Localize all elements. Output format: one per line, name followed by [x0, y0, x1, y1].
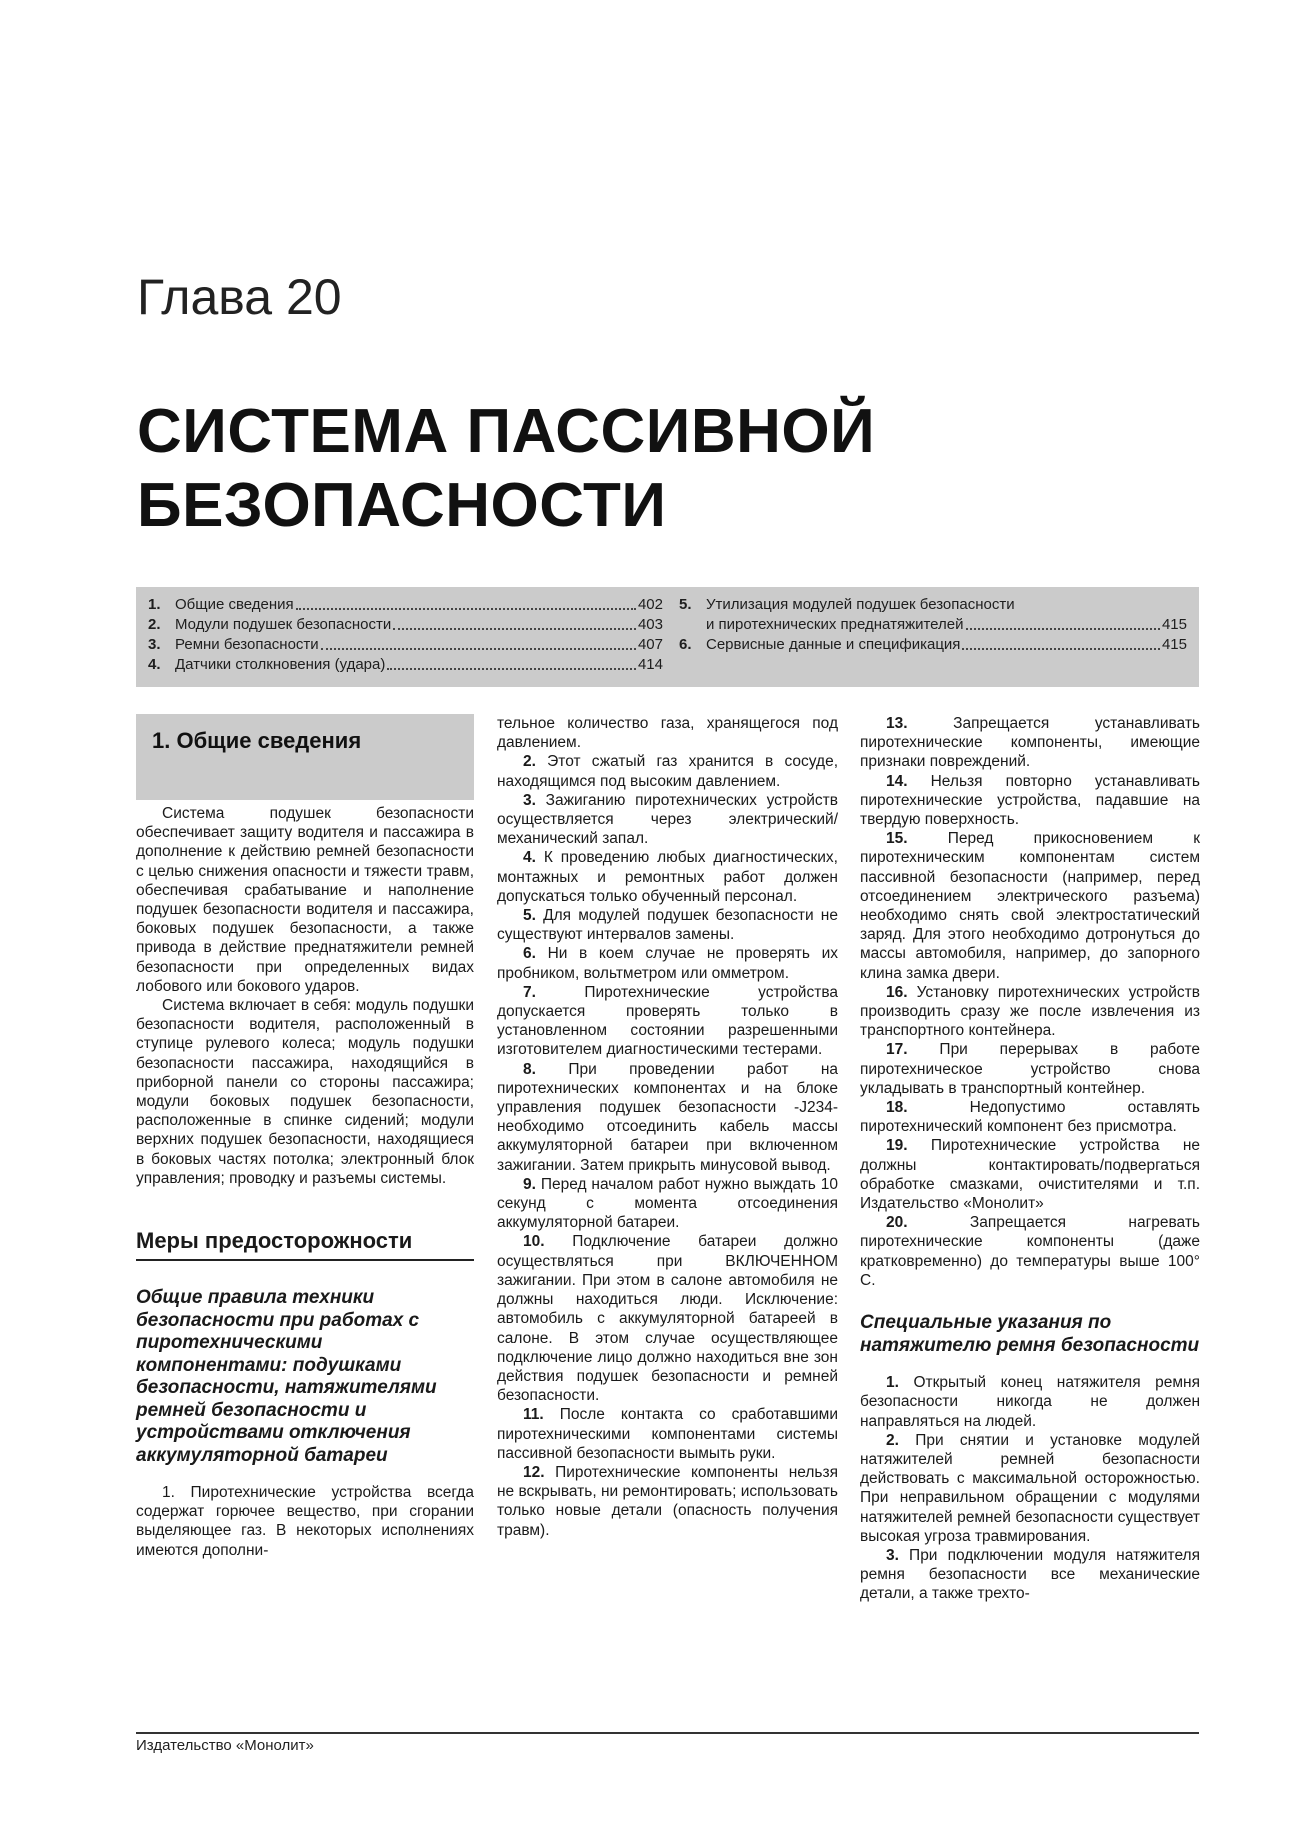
- list-item-text: При снятии и установке модулей натяжителей ремней безопасности действовать с максимальной осторожностью. При неправильном обращении с модулями натяжителей ремней безопасности существует высокая угроза травмирования.: [860, 1431, 1200, 1545]
- list-item: [860, 1431, 1200, 1546]
- list-item-number: 4.: [523, 849, 536, 867]
- paragraph: Система подушек безопасности обеспечивает защиту водителя и пассажира в дополнение к действию ремней безопасности с целью снижения опасности и тяжести травм, обеспечивая срабатывание и наполнение подушек безопасности водителя и пассажира, боковых подушек безопасности, а также привода в действие преднатяжители ремней безопасности при определенных видах лобового или бокового ударов.: [136, 805, 474, 995]
- precautions-heading: Меры предосторожности: [136, 1228, 474, 1261]
- toc-leader-dots: [387, 668, 636, 670]
- paragraph: Система включает в себя: модуль подушки безопасности водителя, расположенный в ступице рулевого колеса; модуль подушки безопасности пассажира, находящийся в приборной панели со стороны пассажира; модули боковых подушек безопасности, расположенные в спинке сидений; модули верхних подушек безопасности, находящиеся в боковых частях потолка; электронный блок управления; проводку и разъемы системы.: [136, 997, 474, 1187]
- toc-entry[interactable]: [148, 635, 663, 655]
- toc-entry-page: 403: [637, 616, 663, 633]
- list-item-text: Запрещается нагревать пиротехнические компоненты (даже кратковременно) до температуры выше 100° С.: [860, 1214, 1200, 1289]
- toc-entry[interactable]: [679, 595, 1187, 635]
- toc-entry[interactable]: [148, 615, 663, 635]
- toc-leader-dots: [296, 608, 636, 610]
- toc-left-column: [148, 595, 663, 675]
- column-1: [136, 804, 474, 1560]
- list-item: [497, 714, 838, 752]
- toc-entry-page: 402: [637, 596, 663, 613]
- toc-entry-title: Датчики столкновения (удара): [175, 656, 386, 673]
- toc-right-column: [679, 595, 1187, 655]
- list-item-text: Пиротехнические устройства допускается проверять только в установленном состоянии разрешенными изготовителем диагностическими тестерами.: [497, 983, 838, 1059]
- footer-publisher: Издательство «Монолит»: [136, 1737, 314, 1754]
- toc-entry[interactable]: [148, 655, 663, 675]
- list-item-number: 18.: [886, 1099, 908, 1117]
- list-item-number: 7.: [523, 983, 536, 1001]
- list-item-text: Открытый конец натяжителя ремня безопасности никогда не должен направляться на людей.: [860, 1374, 1201, 1430]
- list-item-text: Пиротехнические компоненты нельзя не вскрывать, ни ремонтировать; использовать только новые детали (опасность получения травм).: [497, 1463, 838, 1539]
- list-item-number: 3.: [523, 791, 536, 809]
- toc-leader-dots: [962, 648, 1160, 650]
- chapter-title: [137, 395, 1197, 543]
- list-item-text: Установку пиротехнических устройств производить сразу же после извлечения из транспортного контейнера.: [860, 983, 1200, 1040]
- list-item: [497, 1463, 838, 1540]
- list-item-number: 19.: [886, 1137, 908, 1155]
- list-item: [497, 791, 838, 849]
- list-item-text: Перед началом работ нужно выждать 10 секунд с момента отсоединения аккумуляторной батареи.: [497, 1175, 838, 1232]
- list-item-text: Пиротехнические устройства всегда содержат горючее вещество, при сгорании выделяющее газ. В некоторых исполнениях имеются дополни-: [136, 1484, 474, 1559]
- footer-divider: [136, 1732, 1199, 1734]
- list-item-number: 11.: [523, 1406, 544, 1424]
- list-item: [860, 983, 1200, 1041]
- toc-entry[interactable]: [148, 595, 663, 615]
- toc-entry-title: Утилизация модулей подушек безопасности: [706, 596, 1015, 613]
- chapter-title-line1: СИСТЕМА ПАССИВНОЙ: [137, 397, 876, 466]
- toc-leader-dots: [393, 628, 636, 630]
- list-item: [860, 772, 1200, 830]
- special-instructions-heading: Специальные указания по натяжителю ремня безопасности: [860, 1312, 1200, 1356]
- list-item: [860, 1040, 1200, 1098]
- list-item: 1. Пиротехнические устройства всегда содержат горючее вещество, при сгорании выделяющее газ. В некоторых исполнениях имеются дополни-: [136, 1484, 474, 1559]
- toc-entry-title: Сервисные данные и спецификация: [706, 636, 961, 653]
- chapter-number: Глава 20: [137, 269, 342, 325]
- column-2: [497, 714, 838, 1540]
- toc-entry-number: 6.: [679, 636, 692, 653]
- list-item-number: 14.: [886, 772, 908, 790]
- list-item: [497, 906, 838, 944]
- toc-entry-number: 2.: [148, 616, 161, 633]
- toc-entry-page: 407: [637, 636, 663, 653]
- toc-entry-number: 3.: [148, 636, 161, 653]
- list-item-number: 15.: [886, 830, 908, 848]
- list-item: [497, 752, 838, 790]
- toc-leader-dots: [966, 628, 1160, 630]
- list-item: [497, 1060, 838, 1175]
- toc-entry-page: 414: [637, 656, 663, 673]
- list-item-number: 8.: [523, 1060, 536, 1078]
- list-item: [860, 1546, 1200, 1604]
- chapter-title-line2: БЕЗОПАСНОСТИ: [137, 471, 667, 540]
- column-3: [860, 714, 1200, 1604]
- toc-entry-title-cont: и пиротехнических преднатяжителей: [706, 616, 964, 633]
- list-item-text: При проведении работ на пиротехнических компонентах и на блоке управления подушек безопасности -J234- необходимо отсоединить кабель массы аккумуляторной батареи при включенном зажигании. Затем прикрыть минусовой вывод.: [497, 1060, 839, 1174]
- list-item-text: Нельзя повторно устанавливать пиротехнические устройства, падавшие на твердую поверхность.: [860, 772, 1201, 829]
- toc-entry-page: 415: [1161, 616, 1187, 633]
- list-item-text: При подключении модуля натяжителя ремня безопасности все механические детали, а также трехто-: [860, 1546, 1200, 1603]
- list-item-text: После контакта со сработавшими пиротехническими компонентами системы пассивной безопасности вымыть руки.: [497, 1406, 838, 1462]
- list-item-number: 12.: [523, 1463, 545, 1481]
- list-item: [497, 1232, 838, 1405]
- list-item: [860, 1373, 1200, 1431]
- list-item-number: 16.: [886, 983, 908, 1001]
- list-item-number: 13.: [886, 715, 908, 732]
- list-item: [497, 1405, 838, 1463]
- list-item: [860, 1136, 1200, 1213]
- list-item: [860, 1098, 1200, 1136]
- list-item-number: 2.: [886, 1431, 899, 1449]
- list-item-number: 2.: [523, 753, 536, 771]
- list-item-number: 3.: [886, 1546, 899, 1564]
- safety-rules-heading: Общие правила техники безопасности при работах с пиротехническими компонентами: подушками безопасности, натяжителями ремней безопасности и устройствами отключения аккумуляторной батареи: [136, 1287, 437, 1466]
- toc-entry-number: 4.: [148, 656, 161, 673]
- list-item-text: Недопустимо оставлять пиротехнический компонент без присмотра.: [860, 1099, 1201, 1136]
- toc-entry-title: Общие сведения: [175, 596, 294, 613]
- section-heading: 1. Общие сведения: [152, 728, 362, 753]
- table-of-contents: [136, 587, 1199, 687]
- list-item-text: При перерывах в работе пиротехническое устройство снова укладывать в транспортный контейнер.: [860, 1041, 1201, 1097]
- list-item: [860, 829, 1200, 983]
- list-item-text: тельное количество газа, хранящегося под давлением.: [497, 715, 838, 752]
- list-item-text: Для модулей подушек безопасности не существуют интервалов замены.: [497, 907, 838, 944]
- toc-entry-page: 415: [1161, 636, 1187, 653]
- toc-entry-number: 5.: [679, 596, 692, 613]
- list-item-text: Этот сжатый газ хранится в сосуде, находящимся под высоким давлением.: [497, 753, 838, 790]
- list-item-number: 20.: [886, 1214, 908, 1232]
- list-item-number: 5.: [523, 907, 536, 925]
- section-heading-box: [136, 714, 474, 800]
- list-item-text: Пиротехнические устройства не должны контактировать/подвергаться обработке смазками, очистителями и т.п. Издательство «Монолит»: [860, 1137, 1200, 1213]
- list-item: [497, 944, 838, 982]
- list-item: [497, 848, 838, 906]
- list-item-text: Ни в коем случае не проверять их пробником, вольтметром или омметром.: [497, 945, 838, 982]
- list-item-number: 10.: [523, 1233, 545, 1251]
- toc-entry-title: Ремни безопасности: [175, 636, 319, 653]
- toc-entry-number: 1.: [148, 596, 161, 613]
- list-item-number: 1.: [886, 1374, 899, 1392]
- list-item: [860, 1213, 1200, 1290]
- list-item-text: Перед прикосновением к пиротехническим компонентам систем пассивной безопасности (например, перед отсоединением электрического разъема) необходимо снять свой электростатический заряд. Для этого необходимо дотронуться до массы автомобиля, например, до запорного клина замка двери.: [860, 830, 1200, 982]
- list-item-number: 17.: [886, 1041, 908, 1059]
- list-item-text: Подключение батареи должно осуществляться при ВКЛЮЧЕННОМ зажигании. При этом в салоне автомобиля не должны находиться люди. Исключение: автомобиль с аккумуляторной батареей в салоне. В этом случае осуществляющее подключение лицо должно находиться вне зон действия подушек безопасности и ремней безопасности.: [497, 1233, 839, 1405]
- list-item-number: 9.: [523, 1175, 536, 1193]
- list-item: [860, 714, 1200, 772]
- toc-entry-title: Модули подушек безопасности: [175, 616, 392, 633]
- list-item: [497, 1175, 838, 1233]
- list-item-number: 6.: [523, 945, 536, 963]
- list-item-text: Запрещается устанавливать пиротехнические компоненты, имеющие признаки повреждений.: [860, 715, 1200, 771]
- list-item: [497, 983, 838, 1060]
- list-item-text: К проведению любых диагностических, монтажных и ремонтных работ должен допускаться только обученный персонал.: [497, 849, 838, 905]
- toc-entry[interactable]: [679, 635, 1187, 655]
- toc-leader-dots: [321, 648, 636, 650]
- list-item-text: Зажиганию пиротехнических устройств осуществляется через электрический/механический запал.: [497, 791, 838, 848]
